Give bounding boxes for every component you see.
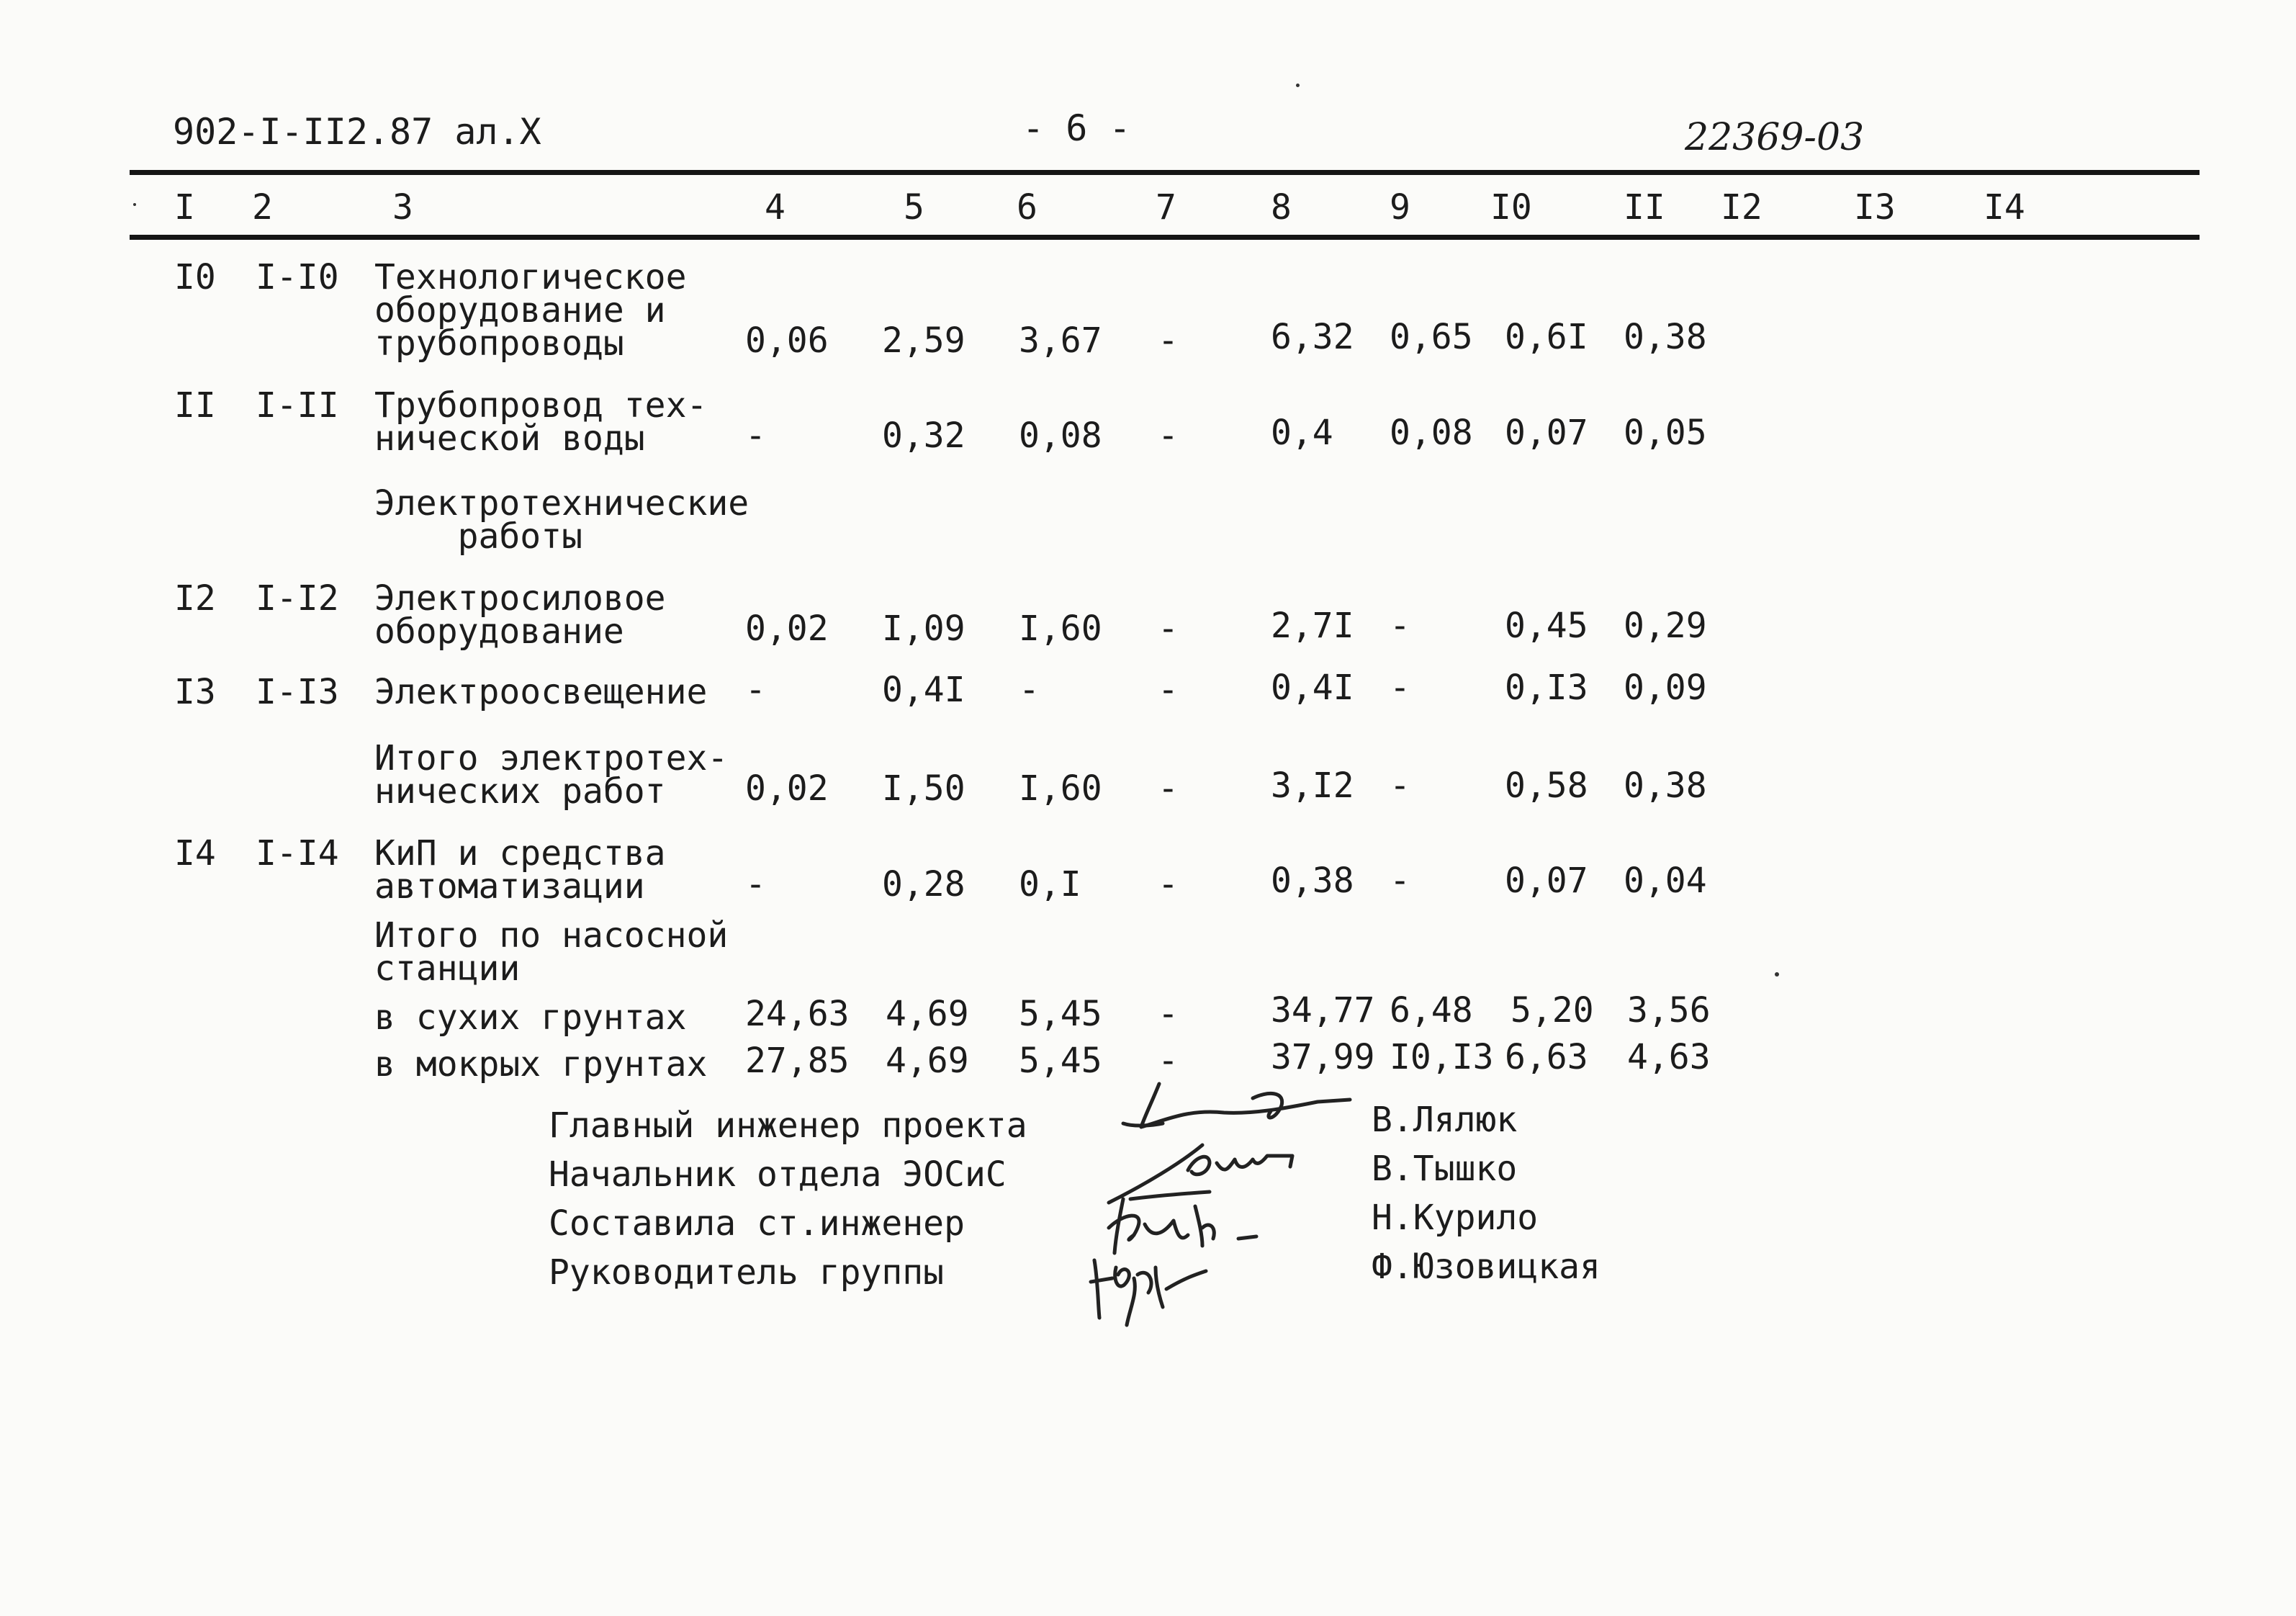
row-name: Электросиловое [374, 578, 666, 619]
signatory-role: Составила ст.инженер [549, 1203, 965, 1244]
page-number: - 6 - [1022, 107, 1131, 149]
table-header-rule [130, 235, 2200, 240]
cell-col8: 6,32 [1271, 317, 1354, 357]
cell-col11: 0,04 [1624, 861, 1707, 901]
cell-col6: - [1019, 670, 1040, 710]
row-number: I2 [174, 578, 216, 619]
table-top-rule [130, 170, 2200, 175]
column-header: 7 [1156, 187, 1176, 228]
signatory-role: Начальник отдела ЭОСиС [549, 1154, 1007, 1195]
handwritten-signature [1084, 1239, 1228, 1332]
column-header: I4 [1984, 187, 2025, 228]
row-name: автоматизации [374, 866, 645, 907]
scan-speck [133, 203, 136, 206]
cell-col8: 2,7I [1271, 606, 1354, 646]
cell-col7: - [1158, 670, 1179, 710]
cell-col9: - [1390, 668, 1410, 708]
row-number: I3 [174, 672, 216, 712]
cell-col6: 0,08 [1019, 416, 1102, 456]
signatory-name: В.Лялюк [1372, 1100, 1518, 1140]
cell-col6: I,60 [1019, 768, 1102, 809]
row-code: I-I2 [256, 578, 339, 619]
column-header: I0 [1490, 187, 1532, 228]
cell-col9: I0,I3 [1390, 1037, 1494, 1077]
cell-col10: 0,6I [1505, 317, 1588, 357]
cell-col8: 3,I2 [1271, 766, 1354, 806]
row-name: работы [374, 516, 582, 557]
cell-col11: 0,38 [1624, 766, 1707, 806]
cell-col9: 0,08 [1390, 413, 1473, 453]
row-name: Электротехнические [374, 483, 749, 524]
scan-speck [1296, 84, 1300, 87]
cell-col8: 34,77 [1271, 990, 1375, 1031]
row-name: трубопроводы [374, 323, 624, 364]
cell-col5: 4,69 [886, 994, 969, 1034]
cell-col8: 37,99 [1271, 1037, 1375, 1077]
cell-col10: 0,I3 [1505, 668, 1588, 708]
document-number: 22369-03 [1685, 116, 1865, 159]
cell-col9: 0,65 [1390, 317, 1473, 357]
cell-col5: I,09 [882, 609, 965, 649]
row-code: I-I4 [256, 833, 339, 874]
cell-col10: 6,63 [1505, 1037, 1588, 1077]
row-number: I0 [174, 257, 216, 297]
cell-col4: - [745, 416, 766, 456]
cell-col10: 0,07 [1505, 861, 1588, 901]
column-header: 6 [1017, 187, 1037, 228]
column-header: 3 [392, 187, 413, 228]
cell-col8: 0,38 [1271, 861, 1354, 901]
column-header: I3 [1854, 187, 1896, 228]
cell-col9: 6,48 [1390, 990, 1473, 1031]
cell-col6: I,60 [1019, 609, 1102, 649]
column-header: 9 [1390, 187, 1410, 228]
cell-col6: 3,67 [1019, 320, 1102, 361]
signatory-name: Ф.Юзовицкая [1372, 1247, 1601, 1287]
cell-col5: 0,32 [882, 416, 965, 456]
cell-col10: 0,07 [1505, 413, 1588, 453]
cell-col11: 0,38 [1624, 317, 1707, 357]
column-header: 2 [252, 187, 273, 228]
column-header: 5 [904, 187, 924, 228]
cell-col8: 0,4I [1271, 668, 1354, 708]
cell-col5: 4,69 [886, 1041, 969, 1081]
cell-col4: 0,06 [745, 320, 829, 361]
signatory-role: Руководитель группы [549, 1252, 945, 1293]
row-name: Электроосвещение [374, 672, 708, 712]
row-name: КиП и средства [374, 833, 666, 874]
cell-col10: 5,20 [1511, 990, 1594, 1031]
cell-col7: - [1158, 320, 1179, 361]
cell-col5: 0,4I [882, 670, 965, 710]
column-header: II [1624, 187, 1665, 228]
cell-col4: 0,02 [745, 768, 829, 809]
signatory-role: Главный инженер проекта [549, 1105, 1027, 1146]
row-code: I-I3 [256, 672, 339, 712]
column-header: 8 [1271, 187, 1292, 228]
row-name: Технологическое [374, 257, 687, 297]
cell-col10: 0,58 [1505, 766, 1588, 806]
cell-col4: - [745, 670, 766, 710]
cell-col4: 27,85 [745, 1041, 850, 1081]
cell-col10: 0,45 [1505, 606, 1588, 646]
cell-col5: I,50 [882, 768, 965, 809]
row-name: в сухих грунтах [374, 997, 687, 1038]
column-header: I2 [1721, 187, 1762, 228]
row-name: Трубопровод тех- [374, 385, 708, 426]
cell-col6: 5,45 [1019, 1041, 1102, 1081]
cell-col11: 0,09 [1624, 668, 1707, 708]
row-code: I-I0 [256, 257, 339, 297]
document-code: 902-I-II2.87 ал.X [173, 111, 541, 153]
cell-col9: - [1390, 766, 1410, 806]
cell-col4: 0,02 [745, 609, 829, 649]
cell-col11: 4,63 [1627, 1037, 1711, 1077]
column-header: 4 [765, 187, 785, 228]
row-name: Итого по насосной [374, 915, 729, 956]
row-name: станции [374, 948, 521, 989]
cell-col11: 0,29 [1624, 606, 1707, 646]
row-name: нических работ [374, 771, 666, 812]
cell-col8: 0,4 [1271, 413, 1333, 453]
row-name: Итого электротех- [374, 738, 729, 778]
cell-col6: 5,45 [1019, 994, 1102, 1034]
cell-col7: - [1158, 1041, 1179, 1081]
column-header: I [174, 187, 195, 228]
cell-col5: 2,59 [882, 320, 965, 361]
signatory-name: Н.Курило [1372, 1198, 1539, 1238]
row-name: оборудование [374, 611, 624, 652]
cell-col7: - [1158, 609, 1179, 649]
row-number: I4 [174, 833, 216, 874]
cell-col7: - [1158, 994, 1179, 1034]
row-name: оборудование и [374, 290, 666, 331]
cell-col9: - [1390, 861, 1410, 901]
cell-col7: - [1158, 768, 1179, 809]
cell-col4: - [745, 864, 766, 904]
row-name: в мокрых грунтах [374, 1044, 708, 1085]
cell-col7: - [1158, 864, 1179, 904]
cell-col9: - [1390, 606, 1410, 646]
cell-col4: 24,63 [745, 994, 850, 1034]
cell-col11: 0,05 [1624, 413, 1707, 453]
row-name: нической воды [374, 418, 645, 459]
row-code: I-II [256, 385, 339, 426]
signatory-name: В.Тышко [1372, 1149, 1518, 1189]
row-number: II [174, 385, 216, 426]
cell-col5: 0,28 [882, 864, 965, 904]
cell-col6: 0,I [1019, 864, 1081, 904]
cell-col7: - [1158, 416, 1179, 456]
scan-speck [1775, 972, 1779, 977]
cell-col11: 3,56 [1627, 990, 1711, 1031]
